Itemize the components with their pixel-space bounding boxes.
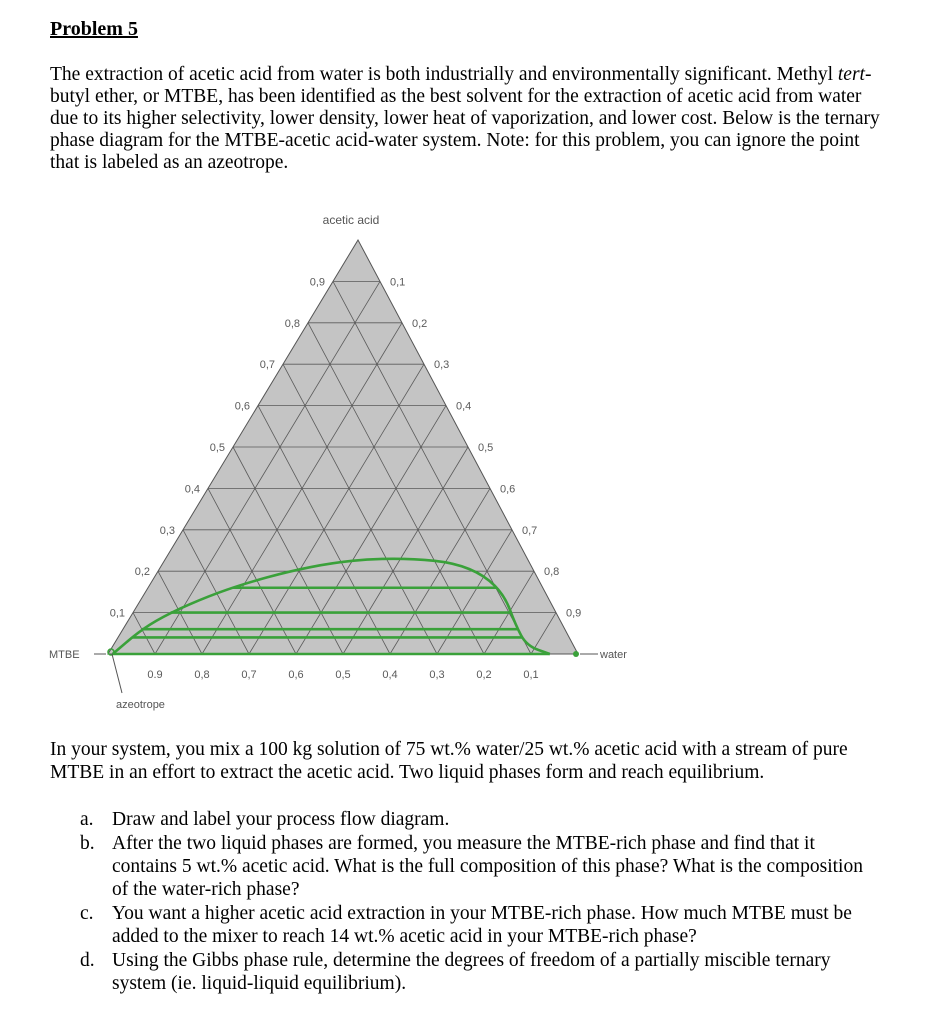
question-item <box>80 902 870 948</box>
right-tick-label: 0,3 <box>434 359 450 372</box>
intro-text-part-1: The extraction of acetic acid from water is both industrially and environmentally significant. Methyl <box>50 64 838 85</box>
left-tick-label: 0,8 <box>284 317 300 330</box>
vertex-label-acetic-acid: acetic acid <box>322 213 380 227</box>
right-tick-label: 0,1 <box>390 276 406 289</box>
bottom-tick-label: 0,4 <box>382 669 398 681</box>
right-tick-label: 0,4 <box>456 400 472 413</box>
right-tick-label: 0,7 <box>522 524 538 537</box>
bottom-tick-label: 0,6 <box>288 669 304 681</box>
question-marker: a. <box>80 809 94 830</box>
left-tick-label: 0,5 <box>209 442 225 454</box>
question-marker: b. <box>80 833 95 854</box>
question-text: Draw and label your process flow diagram. <box>112 809 450 830</box>
vertex-label-water: water <box>600 649 627 661</box>
bottom-tick-label: 0,1 <box>523 669 539 681</box>
ternary-phase-diagram <box>0 205 938 725</box>
question-item <box>80 808 870 831</box>
bottom-tick-label: 0.9 <box>147 669 163 681</box>
bottom-tick-label: 0,3 <box>429 669 445 681</box>
left-tick-label: 0,1 <box>109 607 125 620</box>
question-text: You want a higher acetic acid extraction in your MTBE-rich phase. How much MTBE must be added to the mixer to reach 14 wt.% acetic acid in your MTBE-rich phase? <box>112 903 852 947</box>
bottom-tick-label: 0,2 <box>476 669 492 681</box>
right-tick-label: 0,5 <box>478 442 494 454</box>
left-tick-label: 0,9 <box>309 276 325 289</box>
vertex-label-mtbe: MTBE <box>49 649 80 661</box>
right-tick-label: 0,2 <box>412 317 428 330</box>
problem-title: Problem 5 <box>50 18 138 40</box>
left-tick-label: 0,6 <box>234 400 250 413</box>
question-text: Using the Gibbs phase rule, determine the degrees of freedom of a partially miscible ternary system (ie. liquid-liquid equilibrium). <box>112 950 831 994</box>
bottom-tick-label: 0,8 <box>194 669 210 681</box>
question-list <box>80 808 870 996</box>
intro-text-italic: tert <box>837 64 865 85</box>
left-tick-label: 0,3 <box>159 524 175 537</box>
intro-text-part-2: -butyl ether, or MTBE, has been identified as the best solvent for the extraction of acetic acid from water due to its higher selectivity, lower density, lower heat of vaporization, and lower cost. Below is the ternary phase diagram for the MTBE-acetic acid-water system. Note: for this problem, you can ignore the point that is labeled as an azeotrope. <box>50 64 880 173</box>
intro-paragraph <box>50 64 890 174</box>
setup-paragraph: In your system, you mix a 100 kg solution of 75 wt.% water/25 wt.% acetic acid with a stream of pure MTBE in an effort to extract the acetic acid. Two liquid phases form and reach equilibrium. <box>50 739 848 783</box>
left-tick-label: 0,2 <box>134 566 150 579</box>
water-vertex-point <box>573 651 579 657</box>
question-marker: c. <box>80 903 94 924</box>
question-marker: d. <box>80 950 95 971</box>
right-tick-label: 0,6 <box>500 483 516 496</box>
question-item <box>80 832 870 901</box>
right-tick-label: 0,8 <box>544 566 560 579</box>
left-tick-label: 0,7 <box>259 359 275 372</box>
question-text: After the two liquid phases are formed, you measure the MTBE-rich phase and find that it contains 5 wt.% acetic acid. What is the full composition of this phase? What is the composition of the water-rich phase? <box>112 833 863 900</box>
azeotrope-leader <box>112 654 122 693</box>
question-item <box>80 949 870 995</box>
bottom-tick-label: 0,7 <box>241 669 257 681</box>
azeotrope-label: azeotrope <box>116 699 165 711</box>
right-tick-label: 0,9 <box>566 607 582 620</box>
left-tick-label: 0,4 <box>184 483 200 496</box>
bottom-tick-label: 0,5 <box>335 669 351 681</box>
